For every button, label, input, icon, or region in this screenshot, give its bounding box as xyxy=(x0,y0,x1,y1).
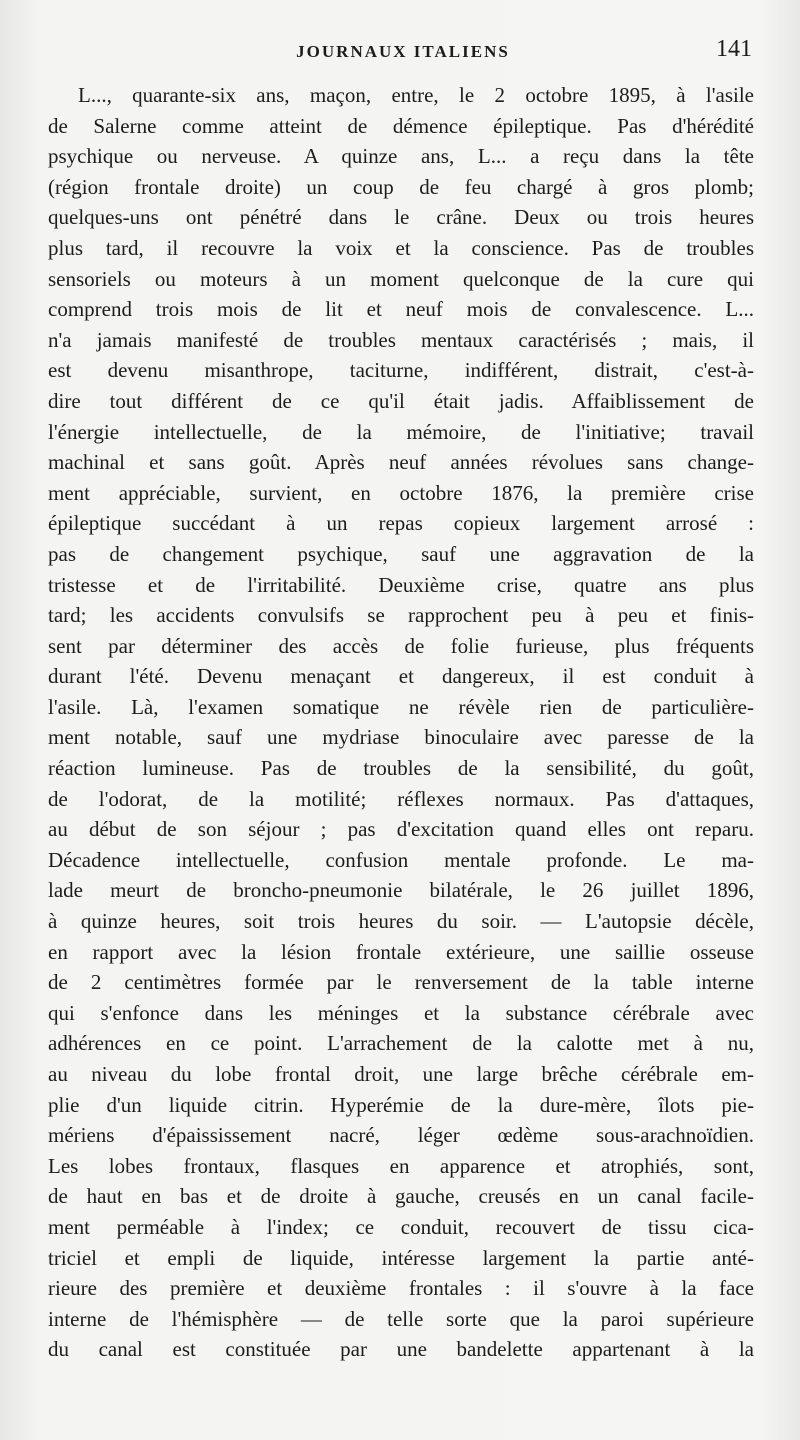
text-line: n'a jamais manifesté de troubles mentaux caractérisés ; mais, il xyxy=(48,327,754,352)
text-line: sensoriels ou moteurs à un moment quelconque de la cure qui xyxy=(48,266,754,291)
text-line: psychique ou nerveuse. A quinze ans, L... a reçu dans la tête xyxy=(48,144,754,169)
text-line: machinal et sans goût. Après neuf années révolues sans change- xyxy=(48,450,754,475)
text-line: Décadence intellectuelle, confusion mentale profonde. Le ma- xyxy=(48,847,754,872)
text-line: au début de son séjour ; pas d'excitation quand elles ont reparu. xyxy=(48,817,754,842)
text-line: de l'odorat, de la motilité; réflexes normaux. Pas d'attaques, xyxy=(48,786,754,811)
text-line: de 2 centimètres formée par le renversement de la table interne xyxy=(48,970,754,995)
text-line: L..., quarante-six ans, maçon, entre, le 2 octobre 1895, à l'asile xyxy=(78,83,754,107)
text-line: à quinze heures, soit trois heures du soir. — L'autopsie décèle, xyxy=(48,909,754,934)
text-line: en rapport avec la lésion frontale extérieure, une saillie osseuse xyxy=(48,939,754,964)
text-line: l'asile. Là, l'examen somatique ne révèle rien de particulière- xyxy=(48,694,754,719)
text-line: interne de l'hémisphère — de telle sorte que la paroi supérieure xyxy=(48,1306,754,1331)
text-line: quelques-uns ont pénétré dans le crâne. Deux ou trois heures xyxy=(48,205,754,230)
text-line: (région frontale droite) un coup de feu chargé à gros plomb; xyxy=(48,174,754,199)
text-line: qui s'enfonce dans les méninges et la substance cérébrale avec xyxy=(48,1000,754,1025)
text-line: ment appréciable, survient, en octobre 1876, la première crise xyxy=(48,480,754,505)
text-line: rieure des première et deuxième frontales : il s'ouvre à la face xyxy=(48,1276,754,1301)
text-line: adhérences en ce point. L'arrachement de la calotte met à nu, xyxy=(48,1031,754,1056)
text-line: réaction lumineuse. Pas de troubles de la sensibilité, du goût, xyxy=(48,756,754,781)
text-line: plie d'un liquide citrin. Hyperémie de la dure-mère, îlots pie- xyxy=(48,1092,754,1117)
page-number: 141 xyxy=(716,36,752,62)
text-line: sent par déterminer des accès de folie furieuse, plus fréquents xyxy=(48,633,754,658)
text-line: épileptique succédant à un repas copieux largement arrosé : xyxy=(48,511,754,536)
text-line: plus tard, il recouvre la voix et la conscience. Pas de troubles xyxy=(48,235,754,260)
text-line: ment perméable à l'index; ce conduit, recouvert de tissu cica- xyxy=(48,1214,754,1239)
text-line: est devenu misanthrope, taciturne, indifférent, distrait, c'est-à- xyxy=(48,358,754,383)
text-line: ment notable, sauf une mydriase binoculaire avec paresse de la xyxy=(48,725,754,750)
body-text xyxy=(48,80,754,1365)
text-line: triciel et empli de liquide, intéresse largement la partie anté- xyxy=(48,1245,754,1270)
text-line: Les lobes frontaux, flasques en apparence et atrophiés, sont, xyxy=(48,1153,754,1178)
text-line: mériens d'épaississement nacré, léger œdème sous-arachnoïdien. xyxy=(48,1123,754,1148)
text-line: tristesse et de l'irritabilité. Deuxième crise, quatre ans plus xyxy=(48,572,754,597)
text-line: du canal est constituée par une bandelette appartenant à la xyxy=(48,1337,754,1362)
text-line: au niveau du lobe frontal droit, une large brêche cérébrale em- xyxy=(48,1062,754,1086)
text-line: lade meurt de broncho-pneumonie bilatérale, le 26 juillet 1896, xyxy=(48,878,754,903)
text-line: de haut en bas et de droite à gauche, creusés en un canal facile- xyxy=(48,1184,754,1209)
text-line: dire tout différent de ce qu'il était jadis. Affaiblissement de xyxy=(48,388,754,413)
text-line: durant l'été. Devenu menaçant et dangereux, il est conduit à xyxy=(48,664,754,689)
text-line: pas de changement psychique, sauf une aggravation de la xyxy=(48,541,754,566)
text-line: tard; les accidents convulsifs se rapprochent peu à peu et finis- xyxy=(48,603,754,628)
text-line: l'énergie intellectuelle, de la mémoire, de l'initiative; travail xyxy=(48,419,754,444)
text-line: de Salerne comme atteint de démence épileptique. Pas d'hérédité xyxy=(48,113,754,138)
running-title: JOURNAUX ITALIENS xyxy=(296,42,510,61)
text-line: comprend trois mois de lit et neuf mois de convalescence. L... xyxy=(48,297,754,322)
running-head xyxy=(48,36,758,72)
